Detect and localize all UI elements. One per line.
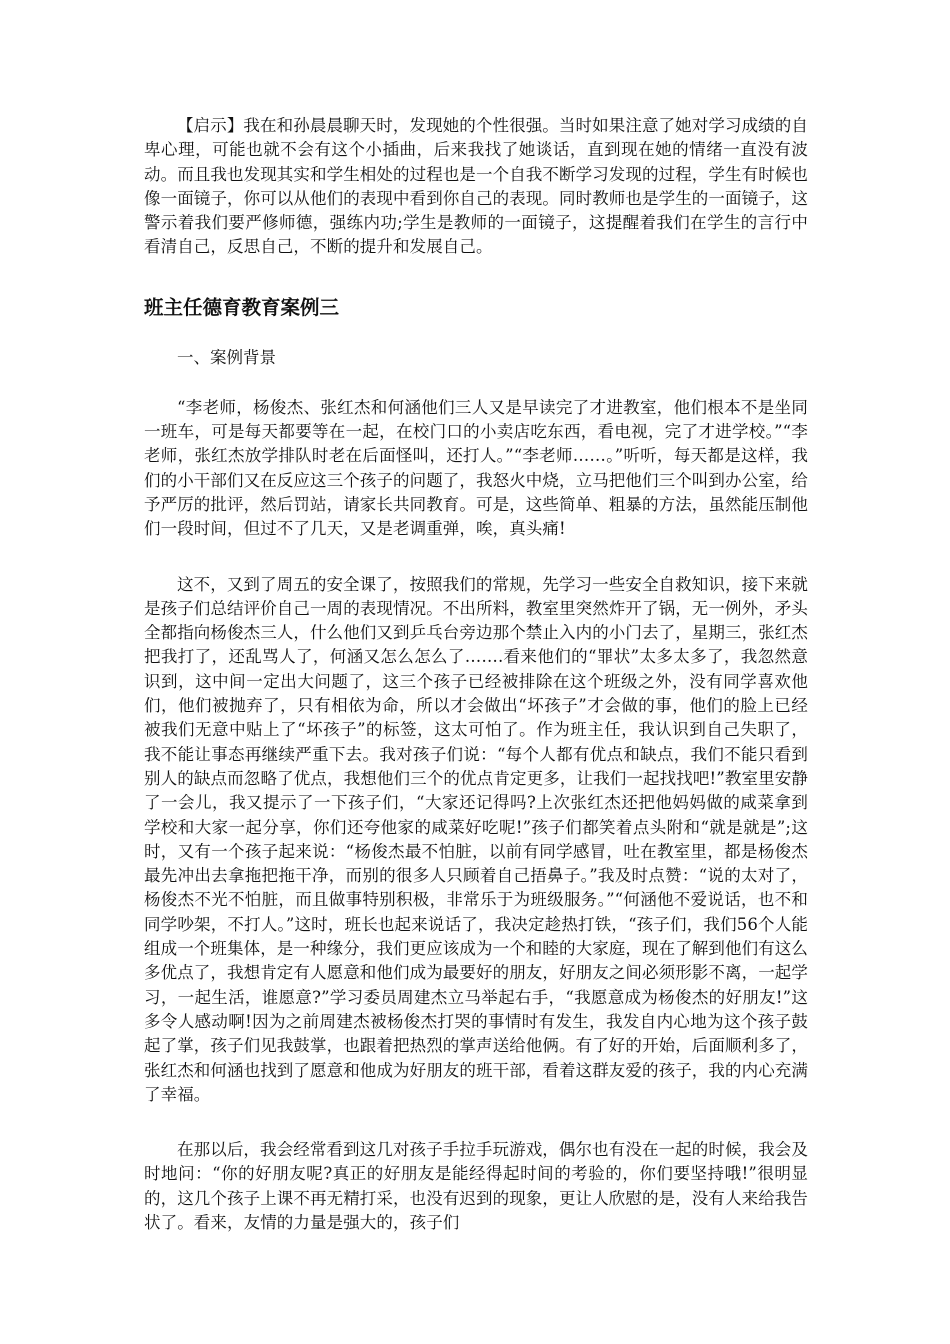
document-page [144,114,808,1235]
body-paragraph: 在那以后，我会经常看到这几对孩子手拉手玩游戏，偶尔也有没在一起的时候，我会及时地问：“你的好朋友呢?真正的好朋友是能经得起时间的考验的，你们要坚持哦!”很明显的，这几个孩子上课不再无精打采，也没有迟到的现象，更让人欣慰的是，没有人来给我告状了。看来，友情的力量是强大的，孩子们 [144,1140,808,1232]
section-title: 班主任德育教育案例三 [144,295,340,319]
insight-paragraph: 【启示】我在和孙晨晨聊天时，发现她的个性很强。当时如果注意了她对学习成绩的自卑心理，可能也就不会有这个小插曲，后来我找了她谈话，直到现在她的情绪一直没有波动。而且我也发现其实和学生相处的过程也是一个自我不断学习发现的过程，学生有时候也像一面镜子，你可以从他们的表现中看到你自己的表现。同时教师也是学生的一面镜子，这警示着我们要严修师德，强练内功;学生是教师的一面镜子，这提醒着我们在学生的言行中看清自己，反思自己，不断的提升和发展自己。 [144,116,808,257]
body-paragraph: “李老师，杨俊杰、张红杰和何涵他们三人又是早读完了才进教室，他们根本不是坐同一班车，可是每天都要等在一起，在校门口的小卖店吃东西，看电视，完了才进学校。”“李老师，张红杰放学排队时老在后面怪叫，还打人。”“李老师……。”听听，每天都是这样，我们的小干部们又在反应这三个孩子的问题了，我怒火中烧，立马把他们三个叫到办公室，给予严厉的批评，然后罚站，请家长共同教育。可是，这些简单、粗暴的方法，虽然能压制他们一段时间，但过不了几天，又是老调重弹，唉，真头痛! [144,397,808,539]
subsection-title: 一、案例背景 [177,347,276,367]
body-paragraph: 这不，又到了周五的安全课了，按照我们的常规，先学习一些安全自救知识，接下来就是孩子们总结评价自己一周的表现情况。不出所料，教室里突然炸开了锅，无一例外，矛头全都指向杨俊杰三人，什么他们又到乒乓台旁边那个禁止入内的小门去了，星期三，张红杰把我打了，还乱骂人了，何涵又怎么怎么了…….看来他们的“罪状”太多太多了，我忽然意识到，这中间一定出大问题了，这三个孩子已经被排除在这个班级之外，没有同学喜欢他们，他们被抛弃了，只有相依为命，所以才会做出“坏孩子”才会做的事，他们的脸上已经被我们无意中贴上了“坏孩子”的标签，这太可怕了。作为班主任，我认识到自己失职了，我不能让事态再继续严重下去。我对孩子们说：“每个人都有优点和缺点，我们不能只看到别人的缺点而忽略了优点，我想他们三个的优点肯定更多，让我们一起找找吧!”教室里安静了一会儿，我又提示了一下孩子们，“大家还记得吗?上次张红杰还把他妈妈做的咸菜拿到学校和大家一起分享，你们还夸他家的咸菜好吃呢!”孩子们都笑着点头附和“就是就是”;这时，又有一个孩子起来说：“杨俊杰最不怕脏，以前有同学感冒，吐在教室里，都是杨俊杰最先冲出去拿拖把拖干净，而别的很多人只顾着自己捂鼻子。”我及时点赞：“说的太对了，杨俊杰不光不怕脏，而且做事特别积极，非常乐于为班级服务。”“何涵他不爱说话，也不和同学吵架，不打人。”这时，班长也起来说话了，我决定趁热打铁，“孩子们，我们56个人能组成一个班集体，是一种缘分，我们更应该成为一个和睦的大家庭，现在了解到他们有这么多优点了，我想肯定有人愿意和他们成为最要好的朋友，好朋友之间必须形影不离，一起学习，一起生活，谁愿意?”学习委员周建杰立马举起右手，“我愿意成为杨俊杰的好朋友!”这多令人感动啊!因为之前周建杰被杨俊杰打哭的事情时有发生，我发自内心地为这个孩子鼓起了掌，孩子们见我鼓掌，也跟着把热烈的掌声送给他俩。有了好的开始，后面顺利多了，张红杰和何涵也找到了愿意和他成为好朋友的班干部，看着这群友爱的孩子，我的内心充满了幸福。 [144,574,808,1104]
